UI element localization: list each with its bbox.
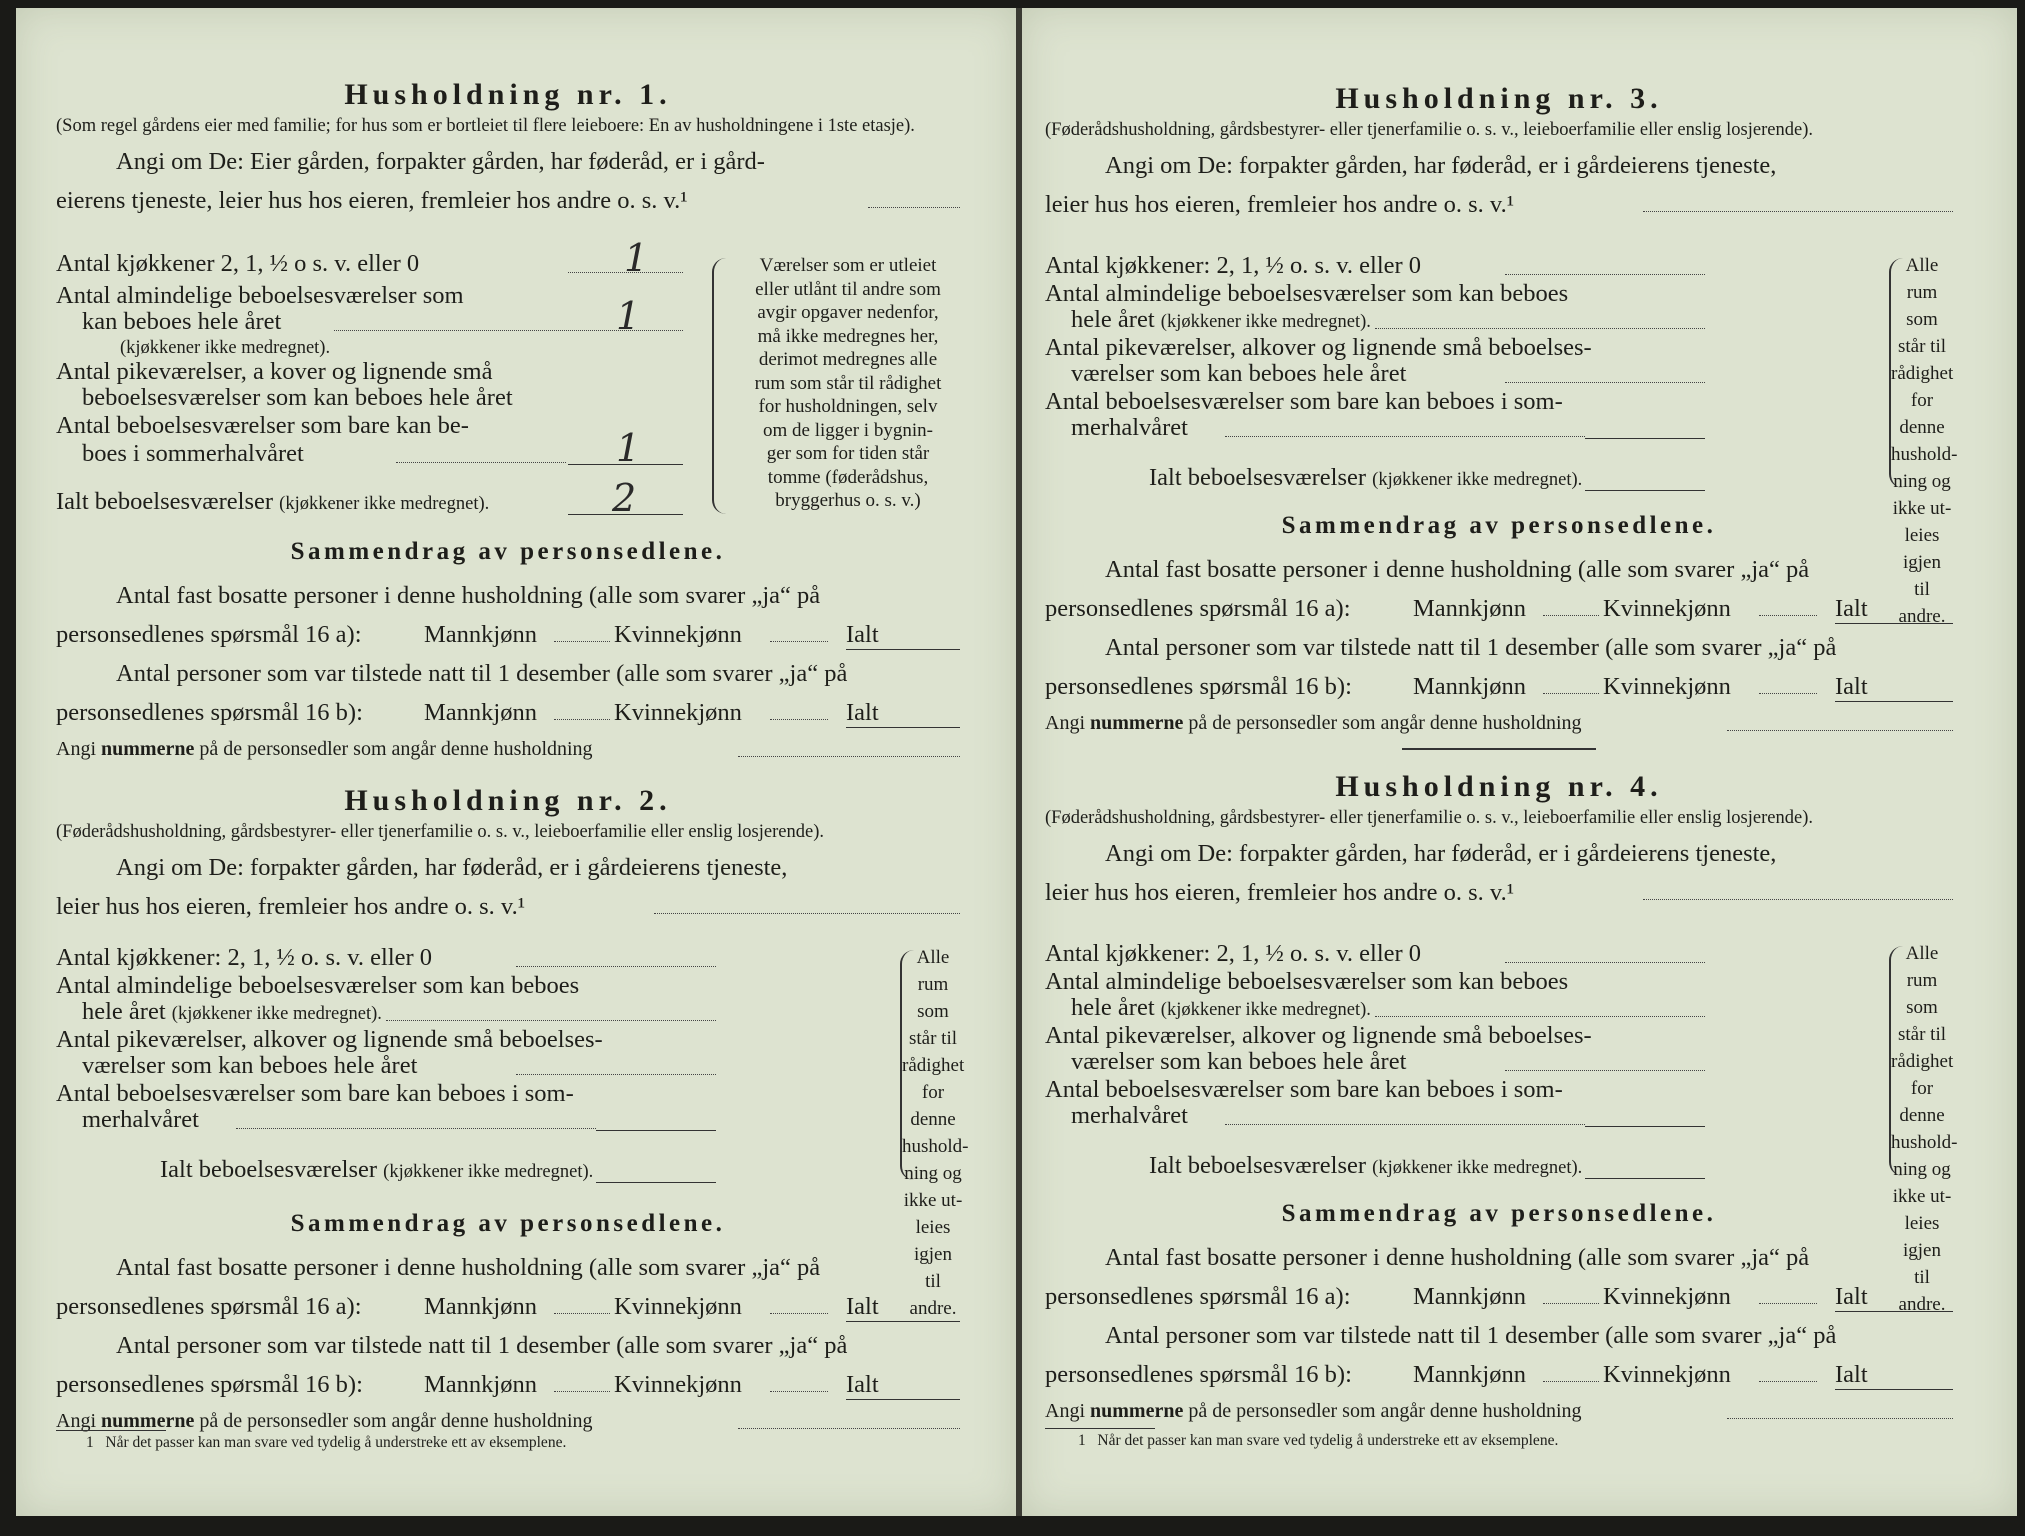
- household-3-ialt-note: (kjøkkener ikke medregnet).: [1372, 470, 1583, 490]
- household-1-summary-b-line1: Antal personer som var tilstede natt til 1 desember (alle som svarer „ja“ på: [116, 660, 848, 687]
- household-2-summary-a-ialt-field[interactable]: [846, 1321, 960, 1322]
- household-1-summary-nummer-row: [56, 738, 960, 761]
- household-3-summary-nummer-field[interactable]: [1727, 730, 1953, 731]
- household-3-summary-a-kvinne-field[interactable]: [1759, 615, 1817, 616]
- household-3-alm-line1: Antal almindelige beboelsesværelser som kan beboes: [1045, 280, 1569, 307]
- household-2-sommer-line1: Antal beboelsesværelser som bare kan beboes i som-: [56, 1080, 574, 1107]
- household-2-section: [56, 784, 960, 926]
- household-4-summary-nummer-field[interactable]: [1727, 1418, 1953, 1419]
- household-3-section: [1045, 82, 1953, 224]
- household-4-alm-field[interactable]: [1375, 1016, 1705, 1017]
- household-3-summary-heading: Sammendrag av personsedlene.: [1281, 512, 1717, 539]
- household-1-side-note-line: må ikke medregnes her,: [757, 325, 939, 347]
- household-1-ialt-label: Ialt beboelsesværelser: [56, 488, 274, 515]
- household-1-alm-line2: kan beboes hele året: [82, 308, 282, 335]
- household-1-ialt-answer: 2: [612, 476, 637, 520]
- household-1-alm-answer: 1: [616, 294, 641, 338]
- household-2-summary-nummer-bold: nummerne: [101, 1410, 195, 1432]
- household-2-angi-line2: leier hus hos eieren, fremleier hos andre o. s. v.¹: [56, 893, 526, 920]
- household-2-kitchens-label: Antal kjøkkener: 2, 1, ½ o. s. v. eller 0: [56, 944, 433, 971]
- household-4-summary-a-line2-row: [1045, 1277, 1953, 1316]
- household-4-side-note-line: som står til: [1897, 997, 1947, 1045]
- household-3-side-note-line: hushold-: [1891, 444, 1958, 465]
- household-1-ialt-note: (kjøkkener ikke medregnet).: [279, 494, 490, 514]
- household-2-title: Husholdning nr. 2.: [344, 784, 672, 817]
- household-3-summary-b-ialt: Ialt: [1835, 673, 1868, 700]
- household-4-alm-line2: hele året: [1071, 994, 1155, 1021]
- household-2-alm-line1: Antal almindelige beboelsesværelser som kan beboes: [56, 972, 580, 999]
- household-3-side-note-line: ikke ut-: [1892, 498, 1952, 519]
- household-3-sommer-field[interactable]: [1585, 438, 1705, 439]
- household-2-summary-b-kvinne: Kvinnekjønn: [614, 1371, 742, 1398]
- household-2-summary-a-kvinne: Kvinnekjønn: [614, 1293, 742, 1320]
- household-3-pike-line1: Antal pikeværelser, alkover og lignende små beboelses-: [1045, 334, 1592, 361]
- household-1-title: Husholdning nr. 1.: [344, 78, 672, 111]
- footnote-right-text: Når det passer kan man svare ved tydelig å understreke ett av eksemplene.: [1097, 1432, 1559, 1449]
- household-3-kitchens-label: Antal kjøkkener: 2, 1, ½ o. s. v. eller 0: [1045, 252, 1422, 279]
- household-3-kitchens-field[interactable]: [1505, 274, 1705, 275]
- household-4-summary-a-ialt: Ialt: [1835, 1283, 1868, 1310]
- household-1-summary-nummer-bold: nummerne: [101, 738, 195, 760]
- household-2-summary-nummer-pre: Angi: [56, 1410, 96, 1432]
- household-4-side-note-line: ikke ut-: [1892, 1186, 1952, 1207]
- household-2-summary-b-line1: Antal personer som var tilstede natt til 1 desember (alle som svarer „ja“ på: [116, 1332, 848, 1359]
- household-2-summary-a-kvinne-field[interactable]: [770, 1313, 828, 1314]
- household-1-summary-a-line2-row: [56, 615, 960, 654]
- household-3-side-note-line: Alle rum: [1905, 255, 1939, 303]
- household-2-angi-row: [56, 887, 960, 926]
- household-2-pike-line1: Antal pikeværelser, alkover og lignende små beboelses-: [56, 1026, 603, 1053]
- household-3-summary-a-mann-field[interactable]: [1543, 615, 1599, 616]
- household-1-summary-a-ialt-field[interactable]: [846, 649, 960, 650]
- household-1-summary-a-mann-field[interactable]: [554, 641, 610, 642]
- household-3-side-note-line: rådighet: [1891, 363, 1954, 384]
- household-1-summary-nummer-field[interactable]: [738, 756, 960, 757]
- household-4-summary-a-kvinne: Kvinnekjønn: [1603, 1283, 1731, 1310]
- household-4-summary-heading: Sammendrag av personsedlene.: [1281, 1200, 1717, 1227]
- household-3-sommer-line1: Antal beboelsesværelser som bare kan beboes i som-: [1045, 388, 1563, 415]
- household-1-summary-b-mann-field[interactable]: [554, 719, 610, 720]
- household-3-summary-b-kvinne: Kvinnekjønn: [1603, 673, 1731, 700]
- household-3-summary-b-mann: Mannkjønn: [1413, 673, 1526, 700]
- household-1-sommer-answer: 1: [616, 426, 641, 470]
- household-2-summary-b-ialt-field[interactable]: [846, 1399, 960, 1400]
- household-3-alm-line2: hele året: [1071, 306, 1155, 333]
- household-3-alm-field[interactable]: [1375, 328, 1705, 329]
- household-4-side-note-line: leies igjen: [1903, 1213, 1941, 1261]
- household-3-ialt-field[interactable]: [1585, 490, 1705, 491]
- household-4-summary-nummer-post: på de personsedler som angår denne husholdning: [1188, 1400, 1582, 1422]
- household-1-summary-heading: Sammendrag av personsedlene.: [290, 538, 726, 565]
- household-4-summary-a-mann-field[interactable]: [1543, 1303, 1599, 1304]
- household-3-side-note-line: ning og: [1893, 471, 1951, 492]
- household-1-sommer-dots: [396, 462, 566, 463]
- household-4-angi-line2: leier hus hos eieren, fremleier hos andre o. s. v.¹: [1045, 879, 1515, 906]
- household-1-side-note-line: om de ligger i bygnin-: [763, 419, 933, 441]
- household-3-angi-row: [1045, 185, 1953, 224]
- household-4-summary-nummer-bold: nummerne: [1090, 1400, 1184, 1422]
- household-1-side-note-line: ger som for tiden står: [766, 443, 930, 464]
- household-4-side-note-line: hushold-: [1891, 1132, 1958, 1153]
- household-2-side-note-line: for denne: [910, 1082, 956, 1130]
- household-1-summary-b-line2: personsedlenes spørsmål 16 b):: [56, 699, 363, 726]
- household-2-alm-row: [82, 998, 382, 1028]
- household-2-ialt-field[interactable]: [596, 1182, 716, 1183]
- household-4-ialt-note: (kjøkkener ikke medregnet).: [1372, 1158, 1583, 1178]
- household-2-ialt-label: Ialt beboelsesværelser: [160, 1156, 378, 1183]
- household-4-pike-field[interactable]: [1505, 1070, 1705, 1071]
- household-1-summary-b-ialt-field[interactable]: [846, 727, 960, 728]
- household-1-summary-nummer-post: på de personsedler som angår denne husholdning: [199, 738, 593, 760]
- household-1-pike-line1: Antal pikeværelser, a kover og lignende små: [56, 358, 493, 385]
- household-2-side-note-line: som står til: [908, 1001, 958, 1049]
- household-3-side-note-line: som står til: [1897, 309, 1947, 357]
- household-3-note: (Føderådshusholdning, gårdsbestyrer- eller tjenerfamilie o. s. v., leieboerfamilie eller enslig losjerende).: [1045, 120, 1813, 140]
- household-2-summary-a-mann: Mannkjønn: [424, 1293, 537, 1320]
- household-2-summary-b-ialt: Ialt: [846, 1371, 879, 1398]
- household-4-sommer-dots: [1225, 1124, 1585, 1125]
- section-separator: [1402, 748, 1596, 750]
- household-4-alm-line1: Antal almindelige beboelsesværelser som kan beboes: [1045, 968, 1569, 995]
- household-4-summary-nummer-row: [1045, 1400, 1953, 1423]
- household-4-summary-b-line2: personsedlenes spørsmål 16 b):: [1045, 1361, 1352, 1388]
- household-1-angi-line1: Angi om De: Eier gården, forpakter gården, har føderåd, er i gård-: [116, 148, 765, 175]
- household-2-pike-line2: værelser som kan beboes hele året: [82, 1052, 418, 1079]
- household-2-summary-b-line2: personsedlenes spørsmål 16 b):: [56, 1371, 363, 1398]
- household-1-side-note-line: avgir opgaver nedenfor,: [757, 302, 939, 323]
- household-4-side-note-line: rådighet: [1891, 1051, 1954, 1072]
- household-3-alm-note: (kjøkkener ikke medregnet).: [1160, 312, 1371, 332]
- household-2-side-note-line: leies igjen: [914, 1217, 952, 1265]
- household-1-sommer-line1: Antal beboelsesværelser som bare kan be-: [56, 412, 469, 439]
- household-4-sommer-line1: Antal beboelsesværelser som bare kan beboes i som-: [1045, 1076, 1563, 1103]
- household-4-summary-b-mann-field[interactable]: [1543, 1381, 1599, 1382]
- household-2-side-note-line: hushold-: [902, 1136, 969, 1157]
- household-3-side-note-line: til andre.: [1898, 579, 1946, 627]
- household-1-ialt-row: [56, 488, 489, 518]
- household-2-side-note-line: til andre.: [909, 1271, 957, 1319]
- household-1-note: (Som regel gårdens eier med familie; for hus som er bortleiet til flere leieboere: En av husholdningene i 1ste etasje).: [56, 116, 915, 136]
- household-3-summary-a-line1: Antal fast bosatte personer i denne husholdning (alle som svarer „ja“ på: [1105, 556, 1810, 583]
- household-1-kitchens-label: Antal kjøkkener 2, 1, ½ o s. v. eller 0: [56, 250, 420, 277]
- household-1-alm-line1: Antal almindelige beboelsesværelser som: [56, 282, 464, 309]
- household-1-summary-a-line2: personsedlenes spørsmål 16 a):: [56, 621, 362, 648]
- household-2-sommer-line2: merhalvåret: [82, 1106, 199, 1133]
- household-3-title: Husholdning nr. 3.: [1335, 82, 1663, 115]
- household-4-angi-row: [1045, 873, 1953, 912]
- household-1-side-note-line: bryggerhus o. s. v.): [775, 490, 921, 511]
- household-1-summary-b-line2-row: [56, 693, 960, 732]
- household-4-summary-nummer-pre: Angi: [1045, 1400, 1085, 1422]
- household-1-side-note-line: for husholdningen, selv: [758, 396, 938, 417]
- household-1-alm-note: (kjøkkener ikke medregnet).: [120, 338, 331, 358]
- household-4-side-note-line: Alle rum: [1905, 943, 1939, 991]
- household-4-kitchens-field[interactable]: [1505, 962, 1705, 963]
- household-3-summary-a-line2-row: [1045, 589, 1953, 628]
- household-1-side-note-line: derimot medregnes alle: [758, 349, 938, 370]
- household-4-summary-a-kvinne-field[interactable]: [1759, 1303, 1817, 1304]
- household-4-summary-b-line1: Antal personer som var tilstede natt til 1 desember (alle som svarer „ja“ på: [1105, 1322, 1837, 1349]
- footnote-left: [86, 1434, 566, 1452]
- household-4-side-note-line: til andre.: [1898, 1267, 1946, 1315]
- household-3-summary-a-line2: personsedlenes spørsmål 16 a):: [1045, 595, 1351, 622]
- household-3-angi-line2: leier hus hos eieren, fremleier hos andre o. s. v.¹: [1045, 191, 1515, 218]
- household-1-summary-b-ialt: Ialt: [846, 699, 879, 726]
- household-1-side-note: [728, 254, 968, 513]
- household-2-summary-b-line2-row: [56, 1365, 960, 1404]
- household-4-summary-a-line1: Antal fast bosatte personer i denne husholdning (alle som svarer „ja“ på: [1105, 1244, 1810, 1271]
- household-4-summary-b-ialt-field[interactable]: [1835, 1389, 1953, 1390]
- household-3-pike-line2: værelser som kan beboes hele året: [1071, 360, 1407, 387]
- household-2-summary-nummer-field[interactable]: [738, 1428, 960, 1429]
- household-1-summary-nummer-pre: Angi: [56, 738, 96, 760]
- household-4-title: Husholdning nr. 4.: [1335, 770, 1663, 803]
- household-4-summary-b-kvinne-field[interactable]: [1759, 1381, 1817, 1382]
- household-3-summary-nummer-pre: Angi: [1045, 712, 1085, 734]
- household-3-sommer-dots: [1225, 436, 1585, 437]
- household-4-summary-b-ialt: Ialt: [1835, 1361, 1868, 1388]
- household-2-pike-field[interactable]: [516, 1074, 716, 1075]
- footnote-left-rule: [56, 1430, 166, 1431]
- household-1-angi-line2: eierens tjeneste, leier hus hos eieren, fremleier hos andre o. s. v.¹: [56, 187, 688, 214]
- household-1-sommer-line2: boes i sommerhalvåret: [82, 440, 304, 467]
- household-2-summary-b-kvinne-field[interactable]: [770, 1391, 828, 1392]
- household-3-summary-b-ialt-field[interactable]: [1835, 701, 1953, 702]
- household-4-angi-line1: Angi om De: forpakter gården, har føderåd, er i gårdeierens tjeneste,: [1105, 840, 1777, 867]
- household-3-summary-b-kvinne-field[interactable]: [1759, 693, 1817, 694]
- household-2-note: (Føderådshusholdning, gårdsbestyrer- eller tjenerfamilie o. s. v., leieboerfamilie eller enslig losjerende).: [56, 822, 824, 842]
- footnote-left-text: Når det passer kan man svare ved tydelig å understreke ett av eksemplene.: [105, 1434, 567, 1451]
- household-1-summary: [56, 538, 960, 760]
- household-2-summary-nummer-post: på de personsedler som angår denne husholdning: [199, 1410, 593, 1432]
- household-4-side-note-line: ning og: [1893, 1159, 1951, 1180]
- household-2-alm-field[interactable]: [386, 1020, 716, 1021]
- household-4-summary-b-line2-row: [1045, 1355, 1953, 1394]
- household-1-summary-a-kvinne-field[interactable]: [770, 641, 828, 642]
- household-3-angi-field[interactable]: [1643, 211, 1953, 212]
- household-2-side-note-line: Alle rum: [916, 947, 950, 995]
- household-4-summary-a-ialt-field[interactable]: [1835, 1311, 1953, 1312]
- household-2-summary-a-mann-field[interactable]: [554, 1313, 610, 1314]
- household-1-angi-row: [56, 181, 960, 220]
- footnote-right: [1078, 1432, 1558, 1450]
- household-4-summary-a-line2: personsedlenes spørsmål 16 a):: [1045, 1283, 1351, 1310]
- household-1-summary-b-kvinne-field[interactable]: [770, 719, 828, 720]
- household-1-summary-a-mann: Mannkjønn: [424, 621, 537, 648]
- household-2-summary-a-line2: personsedlenes spørsmål 16 a):: [56, 1293, 362, 1320]
- household-4-summary-a-mann: Mannkjønn: [1413, 1283, 1526, 1310]
- household-1-side-note-line: Værelser som er utleiet: [759, 255, 937, 276]
- household-2-summary-a-line2-row: [56, 1287, 960, 1326]
- household-2-side-note-line: ikke ut-: [903, 1190, 963, 1211]
- household-1-summary-a-ialt: Ialt: [846, 621, 879, 648]
- household-1-section: [56, 78, 960, 220]
- household-3-summary-nummer-post: på de personsedler som angår denne husholdning: [1188, 712, 1582, 734]
- household-4-summary-b-kvinne: Kvinnekjønn: [1603, 1361, 1731, 1388]
- household-4-kitchens-label: Antal kjøkkener: 2, 1, ½ o. s. v. eller 0: [1045, 940, 1422, 967]
- household-3-side-note-line: for denne: [1899, 390, 1945, 438]
- household-1-summary-b-mann: Mannkjønn: [424, 699, 537, 726]
- household-2-sommer-field[interactable]: [596, 1130, 716, 1131]
- household-4-summary-b-mann: Mannkjønn: [1413, 1361, 1526, 1388]
- household-3-summary-a-ialt-field[interactable]: [1835, 623, 1953, 624]
- household-1-side-note-line: eller utlånt til andre som: [755, 278, 941, 300]
- page-fold: [1016, 8, 1022, 1516]
- household-1-pike-line2: beboelsesværelser som kan beboes hele året: [82, 384, 513, 411]
- household-4-sommer-line2: merhalvåret: [1071, 1102, 1188, 1129]
- household-4-alm-row: [1071, 994, 1371, 1024]
- household-4-pike-line2: værelser som kan beboes hele året: [1071, 1048, 1407, 1075]
- household-4-section: [1045, 770, 1953, 912]
- footnote-right-rule: [1045, 1428, 1155, 1429]
- household-4-sommer-field[interactable]: [1585, 1126, 1705, 1127]
- household-4-side-note-line: for denne: [1899, 1078, 1945, 1126]
- household-2-summary-nummer-row: [56, 1410, 960, 1433]
- household-2-summary-a-line1: Antal fast bosatte personer i denne husholdning (alle som svarer „ja“ på: [116, 1254, 821, 1281]
- household-1-summary-b-kvinne: Kvinnekjønn: [614, 699, 742, 726]
- household-4-pike-line1: Antal pikeværelser, alkover og lignende små beboelses-: [1045, 1022, 1592, 1049]
- household-1-rooms: [56, 236, 960, 520]
- footnote-right-mark: 1: [1078, 1432, 1086, 1449]
- household-4-ialt-label: Ialt beboelsesværelser: [1149, 1152, 1367, 1179]
- household-1-summary-a-kvinne: Kvinnekjønn: [614, 621, 742, 648]
- household-1-summary-a-line1: Antal fast bosatte personer i denne husholdning (alle som svarer „ja“ på: [116, 582, 821, 609]
- household-2-angi-line1: Angi om De: forpakter gården, har føderåd, er i gårdeierens tjeneste,: [116, 854, 788, 881]
- household-2-summary-heading: Sammendrag av personsedlene.: [290, 1210, 726, 1237]
- household-2-summary-b-mann: Mannkjønn: [424, 1371, 537, 1398]
- household-2-alm-line2: hele året: [82, 998, 166, 1025]
- household-3-ialt-label: Ialt beboelsesværelser: [1149, 464, 1367, 491]
- household-3-summary-nummer-row: [1045, 712, 1953, 735]
- household-1-brace: [712, 258, 728, 514]
- household-2-sommer-dots: [236, 1128, 596, 1129]
- household-3-summary-a-kvinne: Kvinnekjønn: [1603, 595, 1731, 622]
- household-1-kitchens-answer: 1: [624, 236, 649, 280]
- household-4-alm-note: (kjøkkener ikke medregnet).: [1160, 1000, 1371, 1020]
- household-3-summary-b-line1: Antal personer som var tilstede natt til 1 desember (alle som svarer „ja“ på: [1105, 634, 1837, 661]
- household-3-summary-nummer-bold: nummerne: [1090, 712, 1184, 734]
- household-2-side-note-line: rådighet: [902, 1055, 965, 1076]
- household-3-angi-line1: Angi om De: forpakter gården, har føderåd, er i gårdeierens tjeneste,: [1105, 152, 1777, 179]
- household-4-ialt-field[interactable]: [1585, 1178, 1705, 1179]
- household-3-pike-field[interactable]: [1505, 382, 1705, 383]
- household-4-note: (Føderådshusholdning, gårdsbestyrer- eller tjenerfamilie o. s. v., leieboerfamilie eller enslig losjerende).: [1045, 808, 1813, 828]
- household-1-side-note-line: rum som står til rådighet: [754, 372, 942, 394]
- household-1-angi-field[interactable]: [868, 207, 960, 208]
- household-3-side-note-line: leies igjen: [1903, 525, 1941, 573]
- household-3-summary-b-line2-row: [1045, 667, 1953, 706]
- household-3-alm-row: [1071, 306, 1371, 336]
- household-4-angi-field[interactable]: [1643, 899, 1953, 900]
- household-2-summary-a-ialt: Ialt: [846, 1293, 879, 1320]
- household-3-summary-a-mann: Mannkjønn: [1413, 595, 1526, 622]
- household-2-summary-b-mann-field[interactable]: [554, 1391, 610, 1392]
- household-3-ialt-row: [1149, 464, 1582, 494]
- footnote-left-mark: 1: [86, 1434, 94, 1451]
- household-3-sommer-line2: merhalvåret: [1071, 414, 1188, 441]
- household-2-side-note-line: ning og: [904, 1163, 962, 1184]
- household-3-summary-b-line2: personsedlenes spørsmål 16 b):: [1045, 673, 1352, 700]
- household-3-summary-a-ialt: Ialt: [1835, 595, 1868, 622]
- household-1-side-note-line: tomme (føderådshus,: [767, 466, 929, 488]
- household-2-ialt-note: (kjøkkener ikke medregnet).: [383, 1162, 594, 1182]
- household-2-kitchens-field[interactable]: [516, 966, 716, 967]
- household-2-ialt-row: [160, 1156, 593, 1186]
- household-2-angi-field[interactable]: [654, 913, 960, 914]
- household-2-alm-note: (kjøkkener ikke medregnet).: [171, 1004, 382, 1024]
- household-3-summary-b-mann-field[interactable]: [1543, 693, 1599, 694]
- household-4-ialt-row: [1149, 1152, 1582, 1182]
